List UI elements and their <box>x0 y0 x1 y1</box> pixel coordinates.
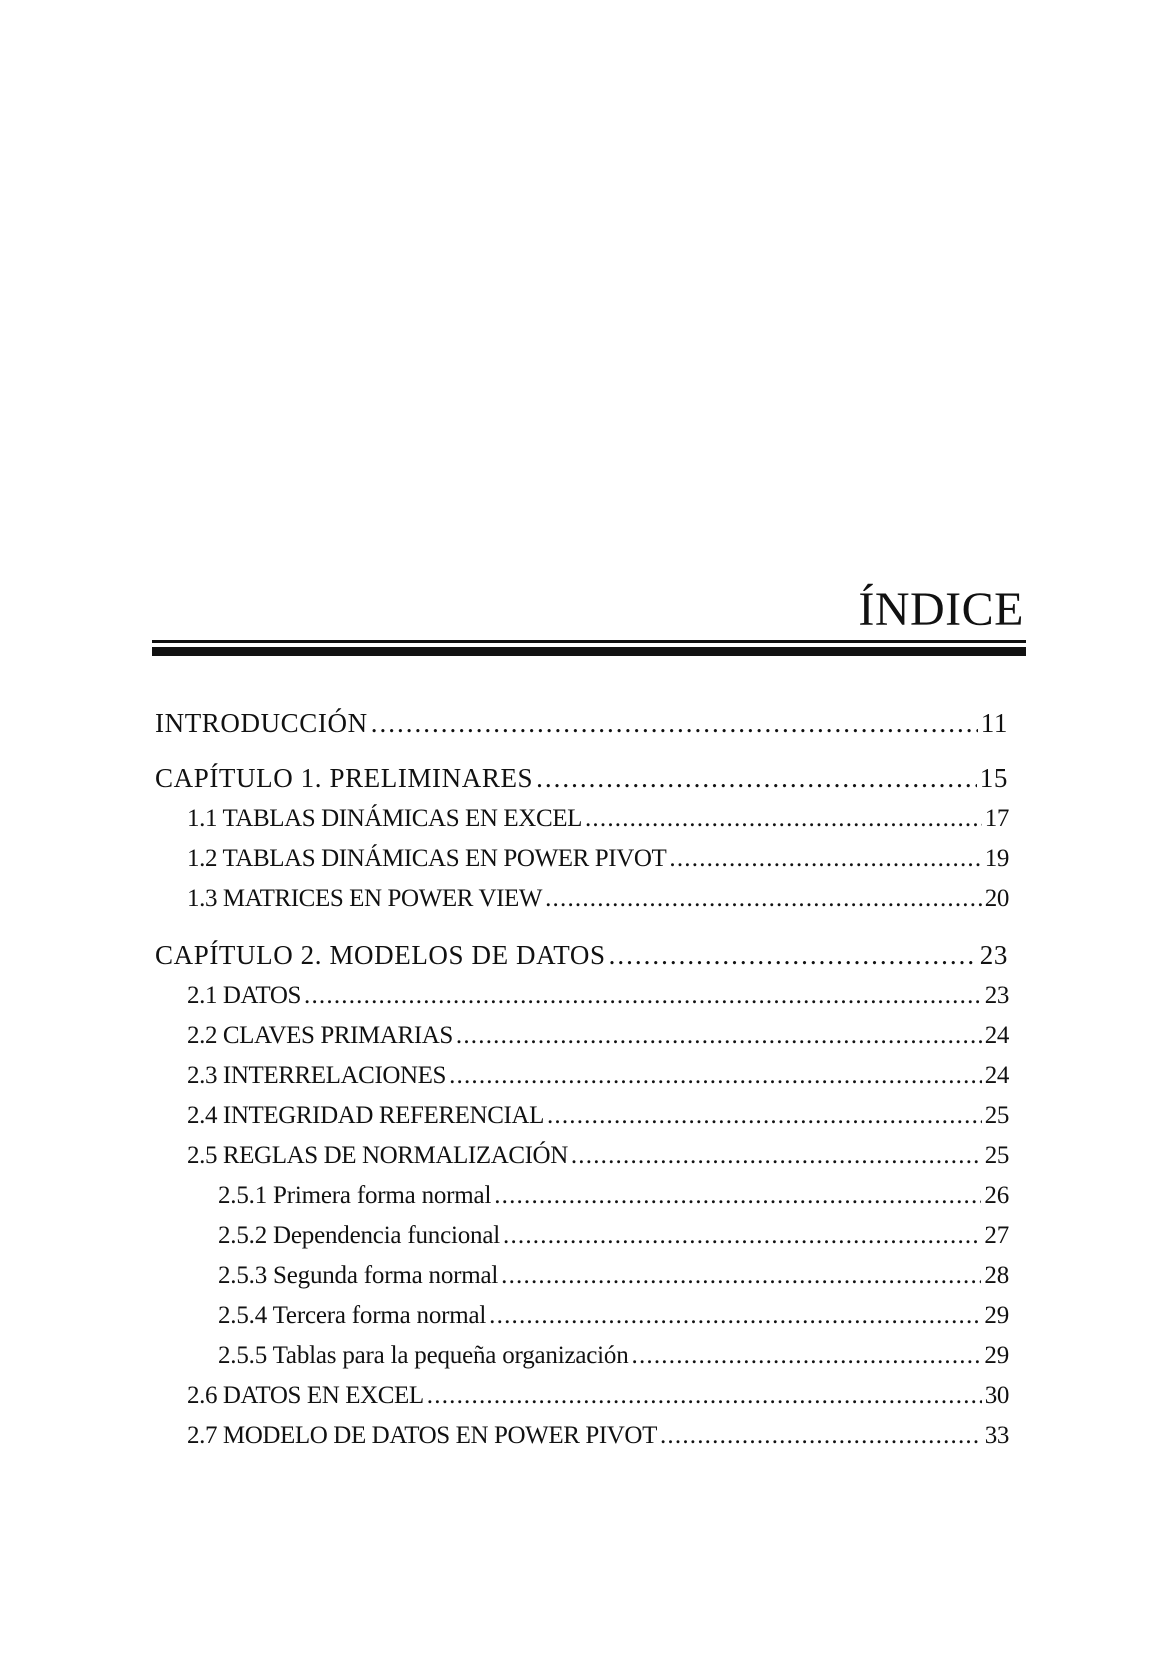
toc-entry-page: 23 <box>979 940 1008 970</box>
toc-dot-leader <box>571 1142 982 1170</box>
toc-dot-leader <box>456 1022 982 1050</box>
toc-entry-label: 2.1 DATOS <box>187 982 302 1009</box>
toc-entry-1-3[interactable] <box>187 885 1009 913</box>
toc-entry-label: INTRODUCCIÓN <box>155 708 368 738</box>
toc-entry-capitulo-2[interactable] <box>155 940 1008 971</box>
toc-entry-label: 2.2 CLAVES PRIMARIAS <box>187 1022 453 1049</box>
toc-entry-page: 25 <box>984 1102 1009 1129</box>
toc-entry-page: 29 <box>984 1342 1009 1369</box>
toc-entry-2-7[interactable] <box>187 1422 1009 1450</box>
page-title: ÍNDICE <box>858 583 1024 636</box>
toc-dot-leader <box>547 1102 982 1130</box>
toc-dot-leader <box>660 1422 982 1450</box>
toc-entry-page: 23 <box>984 982 1009 1009</box>
toc-entry-page: 29 <box>984 1302 1009 1329</box>
toc-dot-leader <box>304 982 982 1010</box>
toc-entry-label: 2.6 DATOS EN EXCEL <box>187 1382 424 1409</box>
toc-entry-page: 28 <box>984 1262 1009 1289</box>
toc-entry-label: 2.5.5 Tablas para la pequeña organización <box>218 1342 629 1369</box>
toc-entry-page: 30 <box>984 1382 1009 1409</box>
toc-dot-leader <box>545 885 982 913</box>
toc-entry-2-5-5[interactable] <box>218 1342 1009 1370</box>
toc-dot-leader <box>585 805 982 833</box>
toc-entry-2-5-3[interactable] <box>218 1262 1009 1290</box>
toc-entry-introduccion[interactable] <box>155 708 1008 739</box>
toc-entry-page: 24 <box>984 1022 1009 1049</box>
toc-entry-page: 20 <box>984 885 1009 912</box>
toc-entry-label: 1.2 TABLAS DINÁMICAS EN POWER PIVOT <box>187 845 667 872</box>
toc-entry-label: 2.7 MODELO DE DATOS EN POWER PIVOT <box>187 1422 657 1449</box>
toc-entry-label: 2.4 INTEGRIDAD REFERENCIAL <box>187 1102 544 1129</box>
toc-dot-leader <box>494 1182 981 1210</box>
toc-dot-leader <box>536 763 977 794</box>
toc-dot-leader <box>609 940 977 971</box>
toc-entry-2-5-2[interactable] <box>218 1222 1009 1250</box>
toc-entry-1-2[interactable] <box>187 845 1009 873</box>
toc-dot-leader <box>449 1062 982 1090</box>
toc-entry-label: 1.3 MATRICES EN POWER VIEW <box>187 885 543 912</box>
toc-entry-2-5[interactable] <box>187 1142 1009 1170</box>
toc-dot-leader <box>501 1262 981 1290</box>
toc-entry-2-2[interactable] <box>187 1022 1009 1050</box>
toc-entry-2-5-4[interactable] <box>218 1302 1009 1330</box>
toc-entry-2-4[interactable] <box>187 1102 1009 1130</box>
toc-entry-page: 17 <box>984 805 1009 832</box>
toc-entry-page: 19 <box>984 845 1009 872</box>
toc-entry-2-6[interactable] <box>187 1382 1009 1410</box>
toc-entry-1-1[interactable] <box>187 805 1009 833</box>
toc-entry-2-5-1[interactable] <box>218 1182 1009 1210</box>
toc-entry-page: 25 <box>984 1142 1009 1169</box>
toc-dot-leader <box>489 1302 981 1330</box>
toc-entry-label: 2.5 REGLAS DE NORMALIZACIÓN <box>187 1142 568 1169</box>
toc-entry-label: 2.5.4 Tercera forma normal <box>218 1302 487 1329</box>
toc-entry-label: CAPÍTULO 1. PRELIMINARES <box>155 763 534 793</box>
toc-entry-label: 2.5.2 Dependencia funcional <box>218 1222 500 1249</box>
toc-dot-leader <box>669 845 981 873</box>
toc-entry-label: 2.5.3 Segunda forma normal <box>218 1262 499 1289</box>
toc-entry-capitulo-1[interactable] <box>155 763 1008 794</box>
toc-entry-page: 15 <box>979 763 1008 793</box>
toc-dot-leader <box>427 1382 982 1410</box>
toc-entry-label: 2.3 INTERRELACIONES <box>187 1062 447 1089</box>
toc-dot-leader <box>371 708 978 739</box>
toc-dot-leader <box>503 1222 981 1250</box>
toc-entry-page: 11 <box>980 708 1008 738</box>
toc-entry-page: 33 <box>984 1422 1009 1449</box>
toc-entry-page: 24 <box>984 1062 1009 1089</box>
toc-entry-2-1[interactable] <box>187 982 1009 1010</box>
toc-entry-label: 2.5.1 Primera forma normal <box>218 1182 492 1209</box>
toc-entry-label: CAPÍTULO 2. MODELOS DE DATOS <box>155 940 606 970</box>
toc-entry-page: 26 <box>984 1182 1009 1209</box>
toc-entry-2-3[interactable] <box>187 1062 1009 1090</box>
toc-dot-leader <box>632 1342 982 1370</box>
toc-entry-label: 1.1 TABLAS DINÁMICAS EN EXCEL <box>187 805 582 832</box>
toc-entry-page: 27 <box>984 1222 1009 1249</box>
